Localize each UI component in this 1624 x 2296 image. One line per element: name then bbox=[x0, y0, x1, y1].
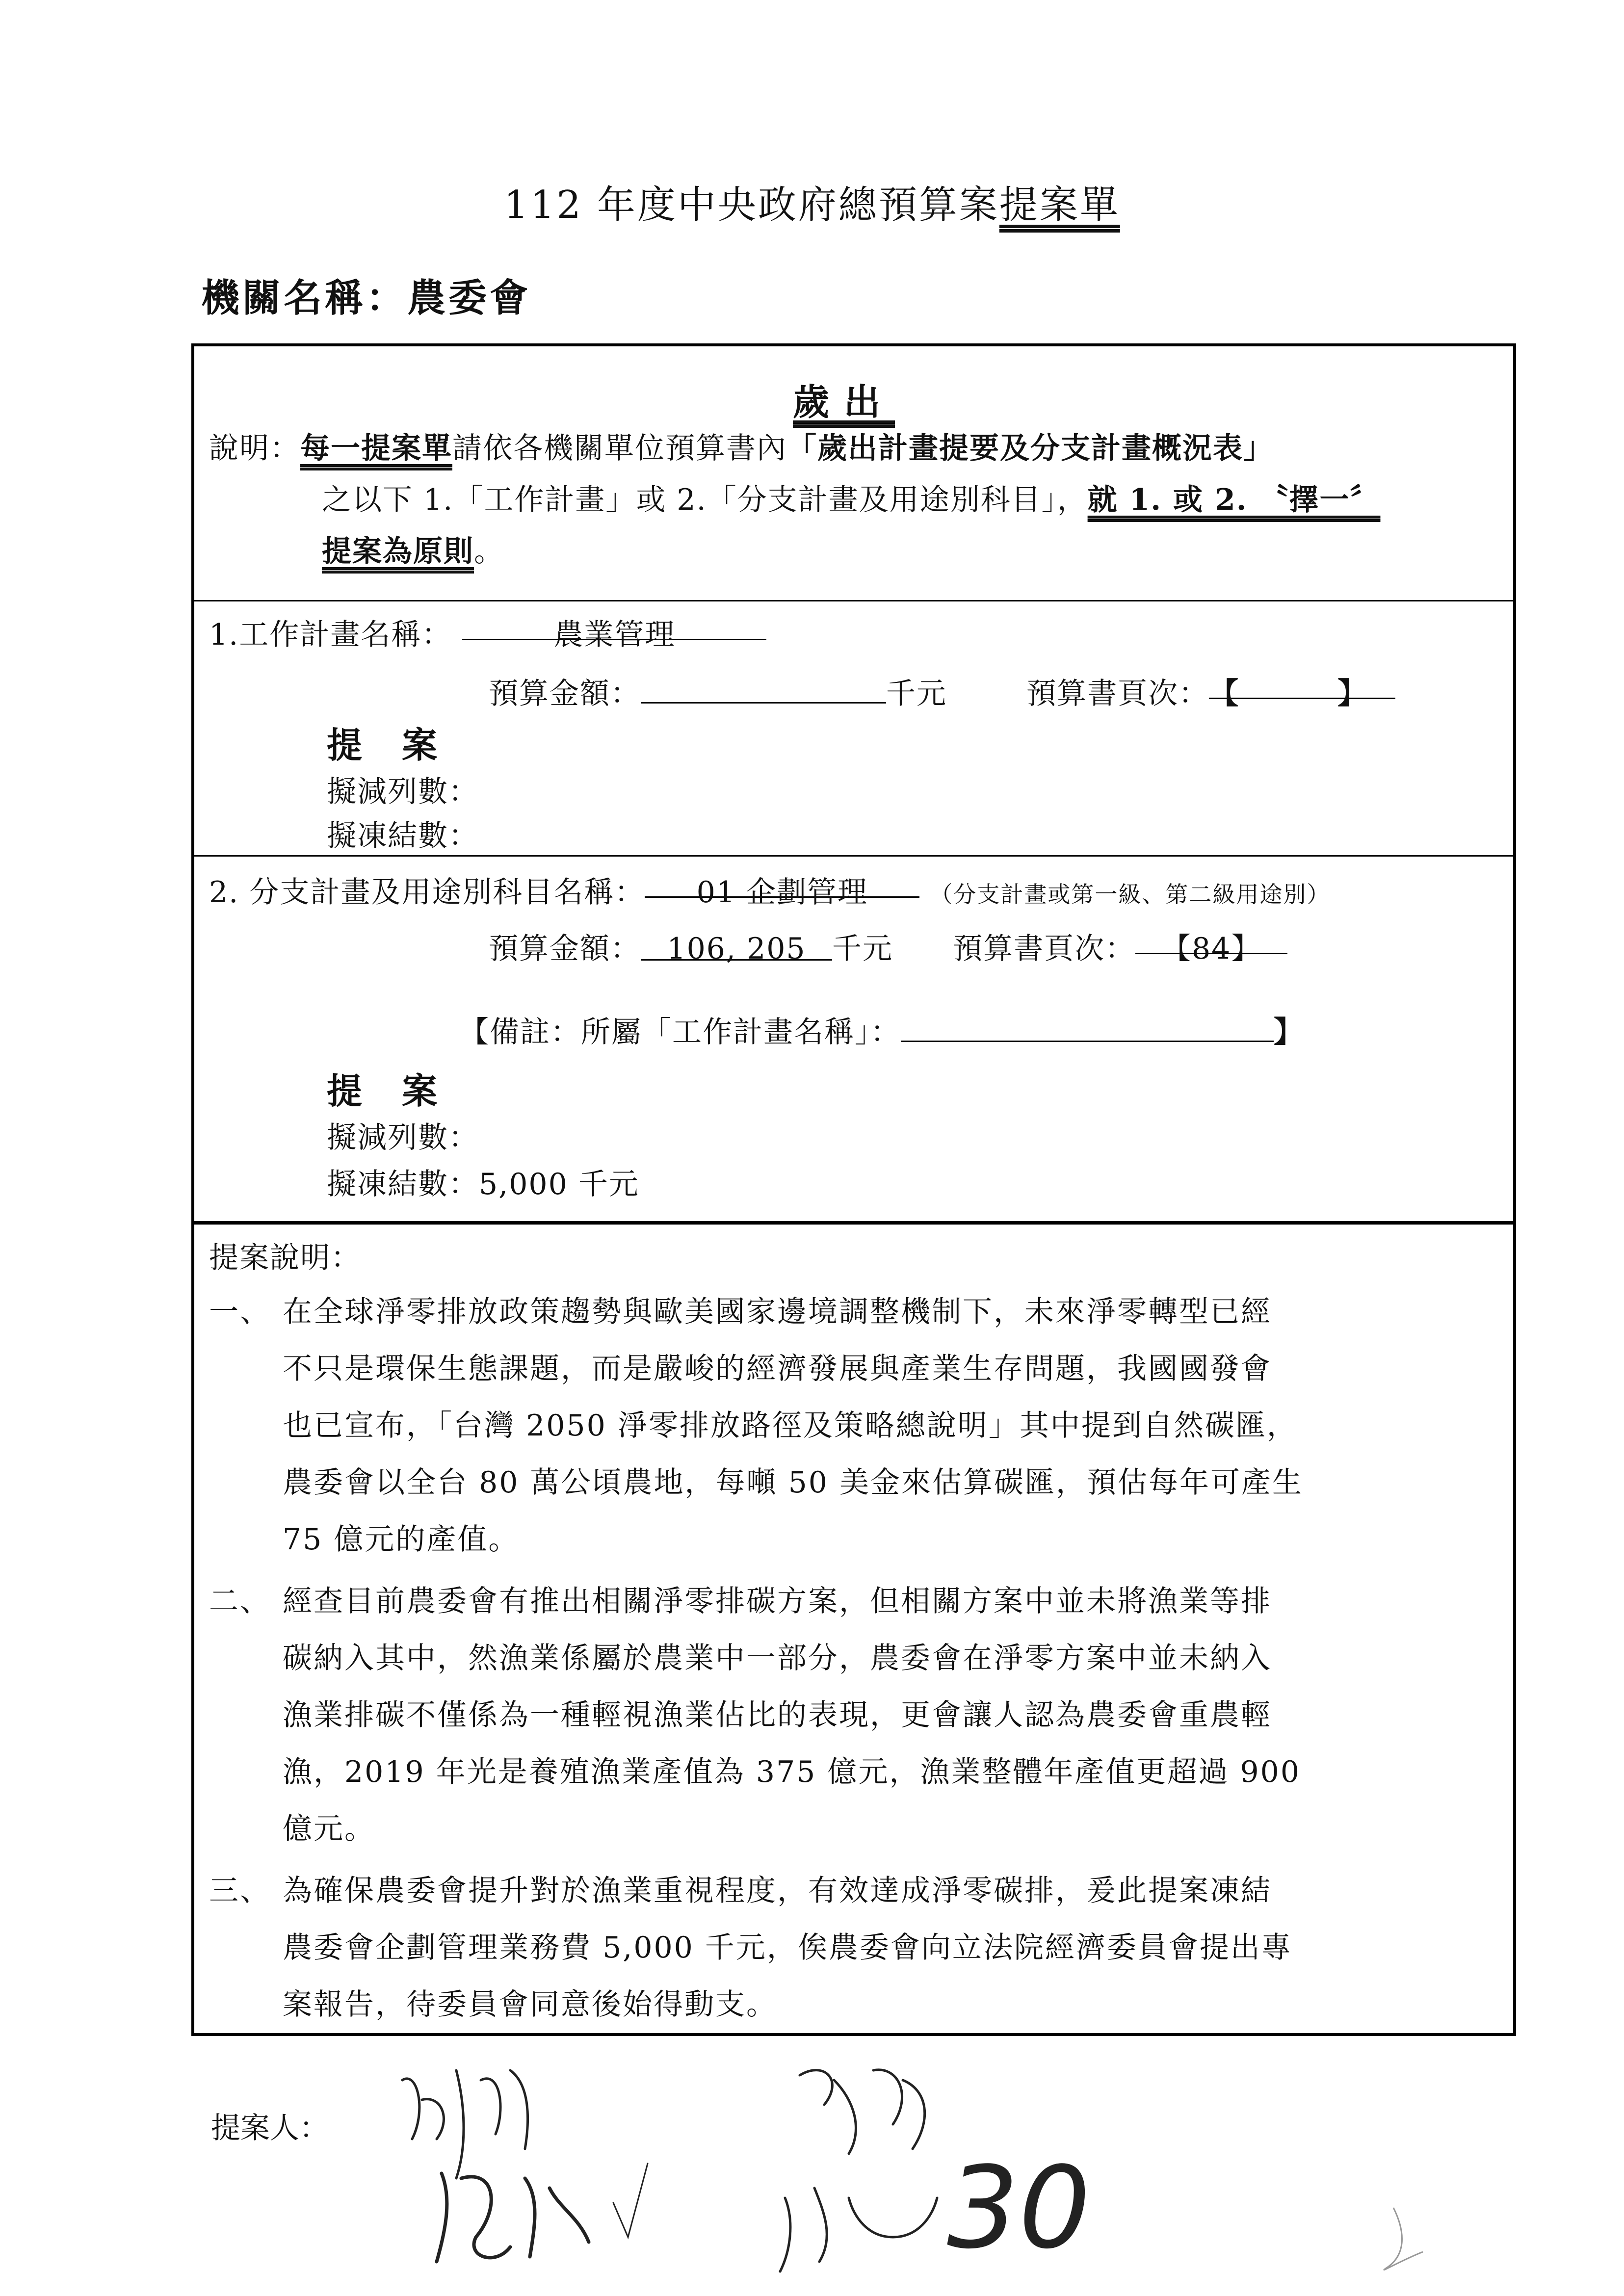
document-title bbox=[0, 174, 1624, 229]
agency-label: 機關名稱： bbox=[201, 276, 408, 320]
signature-3 bbox=[437, 2173, 589, 2262]
freeze-label: 擬凍結數： bbox=[327, 1167, 479, 1201]
page-number-field[interactable] bbox=[1135, 925, 1287, 966]
agency-name: 農委會 bbox=[407, 276, 531, 320]
budget-unit: 千元 bbox=[832, 932, 893, 966]
page-number: 【84】 bbox=[1161, 932, 1262, 966]
expenditure-section bbox=[194, 346, 1513, 601]
budget-amount: 106, 205 bbox=[667, 932, 806, 966]
item-line: 案報告，待委員會同意後始得動支。 bbox=[283, 1987, 777, 2022]
item-line: 農委會企劃管理業務費 5,000 千元，俟農委會向立法院經濟委員會提出專 bbox=[283, 1931, 1292, 1965]
page-number-field[interactable] bbox=[1209, 670, 1395, 711]
work-plan-section bbox=[194, 601, 1513, 857]
note-line-2 bbox=[322, 476, 1380, 519]
note-text-2: 之以下 1.「工作計畫」或 2.「分支計畫及用途別科目」， bbox=[322, 483, 1088, 517]
remark-open: 【備註：所屬「工作計畫名稱」： bbox=[459, 1015, 901, 1049]
reduce-label: 擬減列數： bbox=[327, 775, 479, 809]
budget-label: 預算金額： bbox=[489, 677, 641, 711]
item-line: 億元。 bbox=[283, 1812, 375, 1846]
remark-line bbox=[459, 1009, 1304, 1051]
bracket-open: 【 bbox=[1209, 677, 1240, 711]
title-prefix: 112 年度中央政府總預算案 bbox=[504, 183, 999, 227]
item-number: 一、 bbox=[209, 1295, 271, 1329]
item-line: 農委會以全台 80 萬公頃農地，每噸 50 美金來估算碳匯，預估每年可產生 bbox=[283, 1465, 1303, 1500]
note-line-3 bbox=[322, 528, 504, 570]
work-plan-name-field[interactable] bbox=[462, 611, 766, 652]
item-line: 在全球淨零排放政策趨勢與歐美國家邊境調整機制下，未來淨零轉型已經 bbox=[283, 1295, 1272, 1329]
budget-label: 預算金額： bbox=[489, 932, 641, 966]
item-line: 經查目前農委會有推出相關淨零排碳方案，但相關方案中並未將漁業等排 bbox=[283, 1584, 1272, 1618]
work-plan-name-line bbox=[209, 611, 766, 653]
signature-1 bbox=[402, 2070, 528, 2178]
item-body bbox=[283, 1573, 1470, 1857]
expenditure-heading: 歲出 bbox=[793, 381, 895, 423]
explanation-item bbox=[209, 1283, 1485, 1578]
explanation-item bbox=[209, 1862, 1485, 2039]
note-bold-1: 「歲出計畫提要及分支計畫概況表」 bbox=[787, 431, 1274, 466]
title-suffix: 提案單 bbox=[999, 183, 1120, 227]
signature-4 bbox=[780, 2188, 937, 2271]
work-plan-budget-line bbox=[489, 670, 1395, 712]
note-end: 。 bbox=[474, 534, 504, 569]
item-line: 漁，2019 年光是養殖漁業產值為 375 億元，漁業整體年產值更超過 900 bbox=[283, 1755, 1301, 1789]
remark-field[interactable] bbox=[901, 1013, 1274, 1042]
reduce-line bbox=[327, 1114, 479, 1156]
note-underlined-2: 就 1. 或 2. 〝擇一〞 bbox=[1087, 483, 1381, 517]
sub-plan-name: 01 企劃管理 bbox=[696, 875, 868, 910]
sub-plan-section bbox=[194, 857, 1513, 1225]
freeze-value[interactable]: 5,000 千元 bbox=[479, 1167, 639, 1201]
work-plan-label: 1.工作計畫名稱： bbox=[209, 618, 452, 652]
budget-amount-field[interactable] bbox=[641, 675, 886, 704]
proposers-label: 提案人： bbox=[211, 2111, 329, 2145]
reduce-label: 擬減列數： bbox=[327, 1121, 479, 1155]
bracket-close: 】 bbox=[1337, 677, 1368, 711]
sub-plan-label: 2. 分支計畫及用途別科目名稱： bbox=[209, 875, 645, 910]
sub-plan-name-line bbox=[209, 869, 1330, 911]
signature-2 bbox=[800, 2070, 925, 2154]
sub-plan-budget-line bbox=[489, 925, 1287, 967]
note-text-1: 請依各機關單位預算書內 bbox=[452, 431, 787, 466]
budget-unit: 千元 bbox=[886, 677, 947, 711]
item-line: 75 億元的產值。 bbox=[283, 1522, 520, 1557]
proposal-form bbox=[191, 343, 1516, 2036]
item-body bbox=[283, 1862, 1470, 2033]
note-label: 說明： bbox=[209, 431, 300, 466]
explanation-item bbox=[209, 1573, 1485, 1867]
agency-line bbox=[201, 267, 531, 322]
explanation-heading: 提案說明： bbox=[209, 1241, 361, 1275]
item-number: 二、 bbox=[209, 1584, 271, 1618]
proposal-heading: 提 案 bbox=[327, 1070, 451, 1112]
item-line: 碳納入其中，然漁業係屬於農業中一部分，農委會在淨零方案中並未納入 bbox=[283, 1641, 1272, 1675]
item-line: 為確保農委會提升對於漁業重視程度，有效達成淨零碳排，爰此提案凍結 bbox=[283, 1874, 1272, 1908]
proposal-heading: 提 案 bbox=[327, 724, 451, 766]
explanation-section bbox=[194, 1225, 1513, 2034]
budget-amount-field[interactable] bbox=[641, 932, 832, 966]
freeze-label: 擬凍結數： bbox=[327, 819, 479, 853]
check-mark bbox=[613, 2164, 648, 2237]
sub-plan-hint: （分支計畫或第一級、第二級用途別） bbox=[930, 881, 1331, 908]
page-label: 預算書頁次： bbox=[1026, 677, 1209, 711]
work-plan-name: 農業管理 bbox=[553, 618, 676, 652]
item-number: 三、 bbox=[209, 1874, 271, 1908]
note-underlined-1: 每一提案單 bbox=[300, 431, 452, 466]
freeze-line bbox=[327, 1161, 639, 1203]
freeze-line bbox=[327, 812, 479, 855]
note-line-1 bbox=[209, 425, 1274, 467]
remark-close: 】 bbox=[1274, 1015, 1304, 1049]
reduce-line bbox=[327, 768, 479, 810]
item-line: 也已宣布，「台灣 2050 淨零排放路徑及策略總說明」其中提到自然碳匯， bbox=[283, 1409, 1298, 1443]
handwritten-signatures bbox=[383, 2051, 1511, 2286]
sub-plan-name-field[interactable] bbox=[645, 869, 919, 910]
item-line: 漁業排碳不僅係為一種輕視漁業佔比的表現，更會讓人認為農委會重農輕 bbox=[283, 1698, 1272, 1732]
note-underlined-3: 提案為原則 bbox=[322, 534, 474, 569]
item-line: 不只是環保生態課題，而是嚴峻的經濟發展與產業生存問題，我國國發會 bbox=[283, 1352, 1272, 1386]
item-body bbox=[283, 1283, 1470, 1568]
handwritten-count: 30 bbox=[947, 2143, 1091, 2274]
page-mark bbox=[1384, 2208, 1423, 2270]
page-label: 預算書頁次： bbox=[953, 932, 1136, 966]
